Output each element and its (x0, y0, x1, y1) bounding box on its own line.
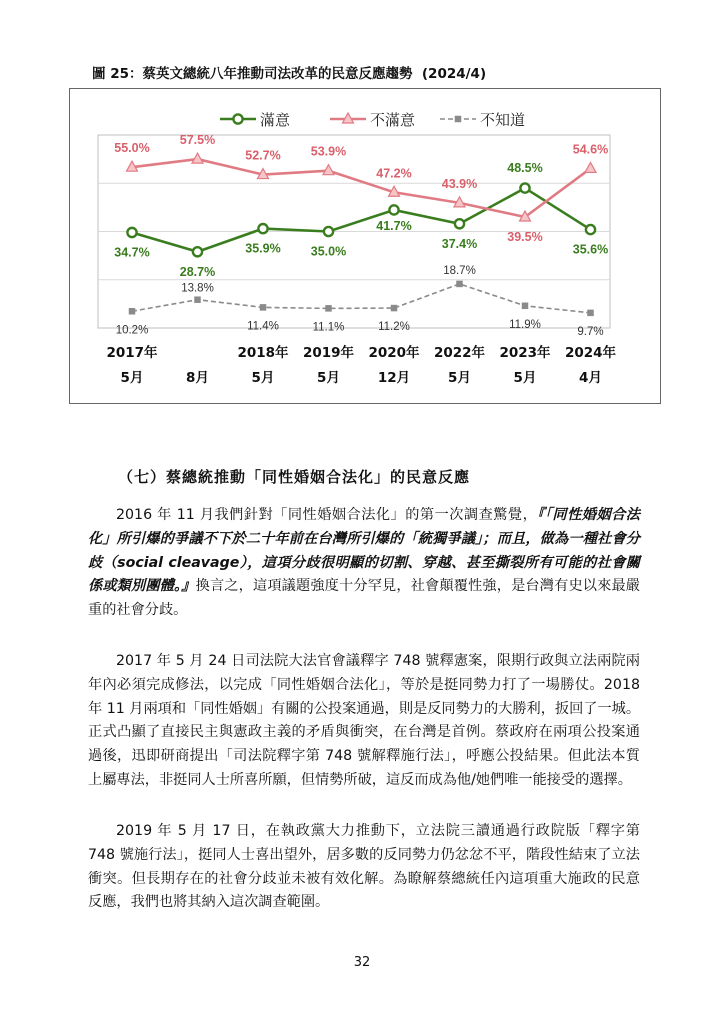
data-label: 52.7% (245, 148, 281, 163)
data-point (586, 225, 595, 234)
x-tick-label-year: 2017年 (106, 345, 158, 361)
data-label: 10.2% (115, 324, 149, 337)
paragraph-1-end: 換言之，這項議題強度十分罕見，社會顛覆性強，是台灣有史以來最嚴重的社會分歧。 (88, 578, 640, 619)
data-point (192, 153, 203, 163)
data-point (193, 247, 202, 256)
data-label: 34.7% (114, 245, 150, 260)
x-tick-label-month: 8月 (186, 370, 209, 386)
paragraph-2-text: 2017 年 5 月 24 日司法院大法官會議釋字 748 號釋憲案，限期行政與立法兩院兩年內必須完成修法，以完成「同性婚姻合法化」，等於是挺同勢力打了一場勝仗。2018 年 11 月兩項和「同性婚姻」有關的公投案通過，則是反同勢力的大勝利，扳回了一城。正式凸顯了直接民主與憲政主義的矛盾與衝突，在台灣是首例。蔡政府在兩項公投案通過後，迅即研商提出「司法院釋字第 748 號解釋施行法」，呼應公投結果。但此法本質上屬專法，非挺同人士所喜所願，但情勢所破，這反而成為他/她們唯一能接受的選擇。 (88, 653, 641, 788)
legend-label: 滿意 (260, 111, 291, 129)
x-tick-label-year: 2022年 (433, 345, 486, 361)
legend-label: 不知道 (480, 111, 526, 129)
data-point (522, 303, 528, 309)
x-tick-label-month: 12月 (377, 370, 411, 386)
data-label: 11.2% (378, 321, 410, 334)
paragraph-1-quote: 『「同性婚姻合法化」所引爆的爭議不下於二十年前在台灣所引爆的「統獨爭議」；而且，做為一種社會分歧（social cleavage），這項分歧很明顯的切割、穿越、甚至撕裂所有可能的社會關係或類別團體。』 (88, 507, 640, 595)
data-point (588, 310, 594, 316)
data-label: 48.5% (507, 161, 543, 176)
legend-label: 不滿意 (370, 111, 416, 129)
data-point (389, 205, 398, 214)
data-point (258, 224, 267, 233)
paragraph-3-text: 2019 年 5 月 17 日，在執政黨大力推動下，立法院三讀通過行政院版「釋字第 748 號施行法」，挺同人士喜出望外，居多數的反同勢力仍忿忿不平，階段性結束了立法衝突。但長期存在的社會分歧並未被有效化解。為瞭解蔡總統任內這項重大施政的民意反應，我們也將其納入這次調查範圍。 (88, 823, 640, 911)
legend-marker (233, 114, 242, 123)
section-title: （七）蔡總統推動「同性婚姻合法化」的民意反應 (118, 468, 471, 486)
data-label: 11.4% (247, 320, 279, 333)
data-point (260, 304, 266, 310)
legend-marker (455, 116, 461, 122)
data-label: 54.6% (572, 142, 609, 157)
x-tick-label-year: 2019年 (302, 345, 355, 361)
data-point (585, 162, 596, 172)
data-label: 37.4% (441, 236, 478, 251)
data-label: 35.9% (245, 241, 281, 256)
x-tick-label-month: 5月 (448, 370, 471, 386)
paragraph-1-start: 2016 年 11 月我們針對「同性婚姻合法化」的第一次調查驚覺， (116, 507, 538, 523)
paragraph-2 (88, 650, 640, 793)
data-label: 28.7% (179, 264, 216, 279)
data-label: 11.9% (509, 318, 541, 331)
data-point (457, 281, 463, 287)
page-number: 32 (353, 955, 371, 970)
x-tick-label-month: 5月 (317, 370, 340, 386)
data-label: 13.8% (181, 282, 214, 295)
data-point (195, 297, 201, 303)
x-tick-label-year: 2018年 (237, 345, 289, 361)
data-point (129, 308, 135, 314)
data-label: 57.5% (179, 133, 216, 148)
data-point (324, 227, 333, 236)
x-tick-label-year: 2020年 (368, 345, 420, 361)
data-label: 11.1% (312, 321, 345, 334)
data-label: 47.2% (376, 166, 412, 181)
x-tick-label-month: 5月 (251, 370, 275, 386)
x-tick-label-month: 5月 (513, 370, 537, 386)
x-tick-label-year: 2023年 (499, 345, 551, 361)
paragraph-1 (88, 504, 640, 623)
x-tick-label-year: 2024年 (564, 345, 617, 361)
data-label: 35.6% (572, 242, 609, 257)
data-label: 53.9% (310, 144, 347, 159)
line-chart (70, 89, 660, 403)
figure-caption: 圖 25：蔡英文總統八年推動司法改革的民意反應趨勢 (2024/4) (92, 66, 487, 82)
data-label: 55.0% (114, 141, 150, 156)
paragraph-3 (88, 820, 640, 915)
data-label: 35.0% (310, 244, 347, 259)
data-label: 9.7% (577, 325, 604, 338)
data-label: 18.7% (443, 264, 476, 277)
x-tick-label-month: 4月 (579, 370, 602, 386)
x-tick-label-month: 5月 (120, 370, 144, 386)
data-label: 41.7% (376, 218, 412, 233)
chart-frame (69, 88, 661, 404)
data-point (455, 219, 464, 228)
data-point (391, 305, 397, 311)
data-label: 39.5% (507, 230, 543, 245)
data-point (127, 228, 136, 237)
data-label: 43.9% (441, 176, 478, 191)
data-point (326, 305, 332, 311)
data-point (520, 183, 529, 192)
